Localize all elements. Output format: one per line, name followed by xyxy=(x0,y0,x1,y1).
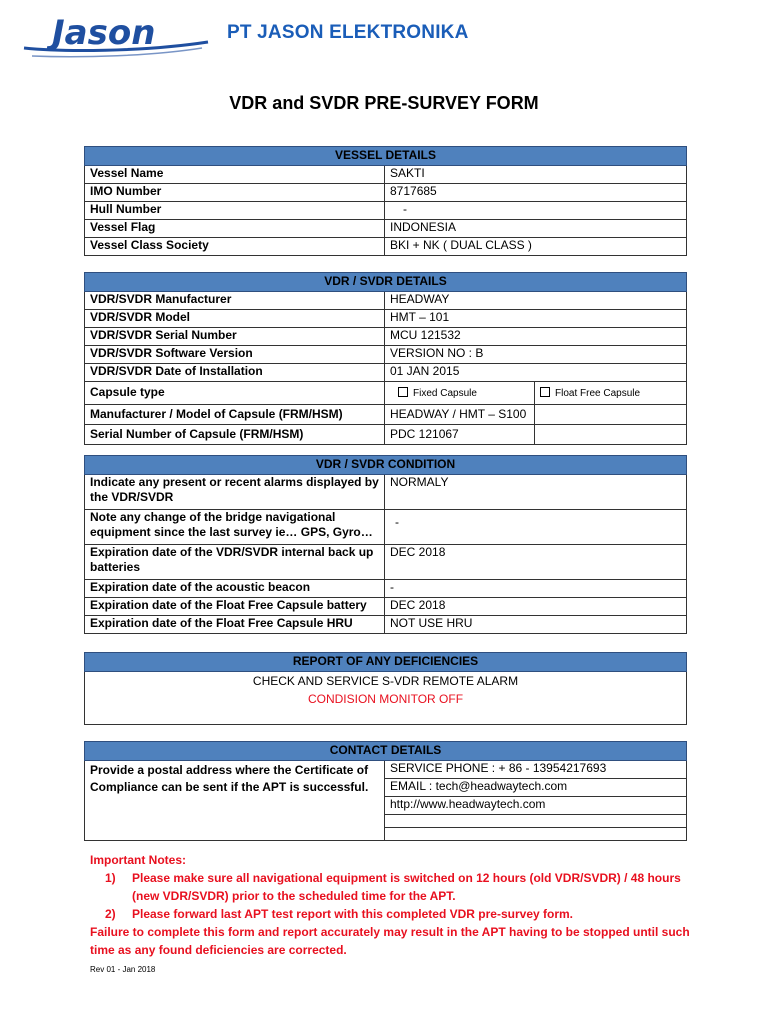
notes-footer: Failure to complete this form and report accurately may result in the APT having to be stopped until such time as any found deficiencies are corrected. xyxy=(90,925,690,957)
table-row xyxy=(85,184,687,202)
field-label: VDR/SVDR Model xyxy=(85,310,385,328)
field-label: Expiration date of the VDR/SVDR internal back up batteries xyxy=(85,545,385,580)
vessel-details-heading: VESSEL DETAILS xyxy=(85,147,687,166)
table-row xyxy=(85,405,687,425)
notes-title: Important Notes: xyxy=(90,853,186,867)
table-row xyxy=(85,475,687,510)
table-row xyxy=(85,545,687,580)
contact-details-table xyxy=(84,741,687,841)
table-row xyxy=(85,598,687,616)
field-label: Expiration date of the acoustic beacon xyxy=(85,580,385,598)
fixed-capsule-option[interactable] xyxy=(385,382,535,405)
field-value[interactable]: HMT – 101 xyxy=(385,310,687,328)
empty-cell[interactable] xyxy=(535,425,687,445)
table-row xyxy=(85,580,687,598)
deficiencies-table xyxy=(84,652,687,725)
field-label: Manufacturer / Model of Capsule (FRM/HSM) xyxy=(85,405,385,425)
table-row xyxy=(85,238,687,256)
vdr-details-heading: VDR / SVDR DETAILS xyxy=(85,273,687,292)
deficiencies-report[interactable] xyxy=(85,672,687,725)
contact-value[interactable] xyxy=(385,828,687,841)
field-label: Hull Number xyxy=(85,202,385,220)
deficiency-line-red: CONDISION MONITOR OFF xyxy=(307,692,464,706)
note-item: 1) Please make sure all navigational equipment is switched on 12 hours (old VDR/SVDR) / 48 hours (new VDR/SVDR) prior to the scheduled time for the APT. xyxy=(105,871,681,903)
float-free-capsule-label: Float Free Capsule xyxy=(555,388,641,399)
table-row xyxy=(85,346,687,364)
table-row xyxy=(85,328,687,346)
jason-logo xyxy=(22,12,214,60)
field-value[interactable]: MCU 121532 xyxy=(385,328,687,346)
field-value[interactable]: 8717685 xyxy=(385,184,687,202)
empty-cell[interactable] xyxy=(535,405,687,425)
vdr-details-table xyxy=(84,272,687,445)
field-label: IMO Number xyxy=(85,184,385,202)
table-row xyxy=(85,382,687,405)
field-label: VDR/SVDR Manufacturer xyxy=(85,292,385,310)
field-label: VDR/SVDR Serial Number xyxy=(85,328,385,346)
field-value[interactable]: NORMALY xyxy=(385,475,687,510)
fixed-capsule-label: Fixed Capsule xyxy=(413,388,477,399)
note-item: 2) Please forward last APT test report with this completed VDR pre-survey form. xyxy=(105,907,573,921)
form-title: VDR and SVDR PRE-SURVEY FORM xyxy=(229,93,539,113)
field-label: Expiration date of the Float Free Capsule HRU xyxy=(85,616,385,634)
table-row xyxy=(85,425,687,445)
svg-text:Jason: Jason xyxy=(52,13,156,53)
table-row xyxy=(85,761,687,779)
float-free-capsule-option[interactable] xyxy=(535,382,687,405)
field-value[interactable]: DEC 2018 xyxy=(385,545,687,580)
table-row xyxy=(85,310,687,328)
field-value[interactable]: INDONESIA xyxy=(385,220,687,238)
table-row xyxy=(85,510,687,545)
table-row xyxy=(85,292,687,310)
postal-address-label: Provide a postal address where the Certificate of Compliance can be sent if the APT is successful. xyxy=(85,761,385,841)
field-label: Vessel Class Society xyxy=(85,238,385,256)
vessel-details-table xyxy=(84,146,687,256)
field-value[interactable]: HEADWAY / HMT – S100 xyxy=(385,405,535,425)
table-row xyxy=(85,202,687,220)
deficiency-line: CHECK AND SERVICE S-VDR REMOTE ALARM xyxy=(252,674,519,688)
deficiencies-heading: REPORT OF ANY DEFICIENCIES xyxy=(85,653,687,672)
company-name: PT JASON ELEKTRONIKA xyxy=(227,22,469,43)
field-value[interactable]: VERSION NO : B xyxy=(385,346,687,364)
field-value[interactable]: DEC 2018 xyxy=(385,598,687,616)
checkbox-icon[interactable] xyxy=(540,387,550,397)
field-label: Vessel Flag xyxy=(85,220,385,238)
contact-value[interactable]: EMAIL : tech@headwaytech.com xyxy=(385,779,687,797)
contact-value[interactable] xyxy=(385,815,687,828)
table-row xyxy=(85,364,687,382)
field-label: VDR/SVDR Date of Installation xyxy=(85,364,385,382)
field-value[interactable]: NOT USE HRU xyxy=(385,616,687,634)
checkbox-icon[interactable] xyxy=(398,387,408,397)
field-value[interactable]: 01 JAN 2015 xyxy=(385,364,687,382)
field-value[interactable]: HEADWAY xyxy=(385,292,687,310)
vdr-condition-heading: VDR / SVDR CONDITION xyxy=(85,456,687,475)
table-row xyxy=(85,616,687,634)
field-value[interactable]: - xyxy=(385,202,687,220)
vdr-condition-table xyxy=(84,455,687,634)
field-label: Note any change of the bridge navigational equipment since the last survey ie… GPS, Gyro… xyxy=(85,510,385,545)
field-value[interactable]: - xyxy=(385,510,687,545)
field-value[interactable]: SAKTI xyxy=(385,166,687,184)
important-notes xyxy=(90,851,690,959)
table-row xyxy=(85,220,687,238)
field-label: Capsule type xyxy=(85,382,385,405)
contact-details-heading: CONTACT DETAILS xyxy=(85,742,687,761)
field-label: Vessel Name xyxy=(85,166,385,184)
contact-value[interactable]: http://www.headwaytech.com xyxy=(385,797,687,815)
field-label: Indicate any present or recent alarms displayed by the VDR/SVDR xyxy=(85,475,385,510)
field-value[interactable]: BKI + NK ( DUAL CLASS ) xyxy=(385,238,687,256)
contact-value[interactable]: SERVICE PHONE : + 86 - 13954217693 xyxy=(385,761,687,779)
field-label: VDR/SVDR Software Version xyxy=(85,346,385,364)
field-label: Serial Number of Capsule (FRM/HSM) xyxy=(85,425,385,445)
revision-label: Rev 01 - Jan 2018 xyxy=(90,965,156,974)
field-value[interactable]: - xyxy=(385,580,687,598)
field-value[interactable]: PDC 121067 xyxy=(385,425,535,445)
page-header xyxy=(0,0,768,70)
table-row xyxy=(85,166,687,184)
field-label: Expiration date of the Float Free Capsule battery xyxy=(85,598,385,616)
